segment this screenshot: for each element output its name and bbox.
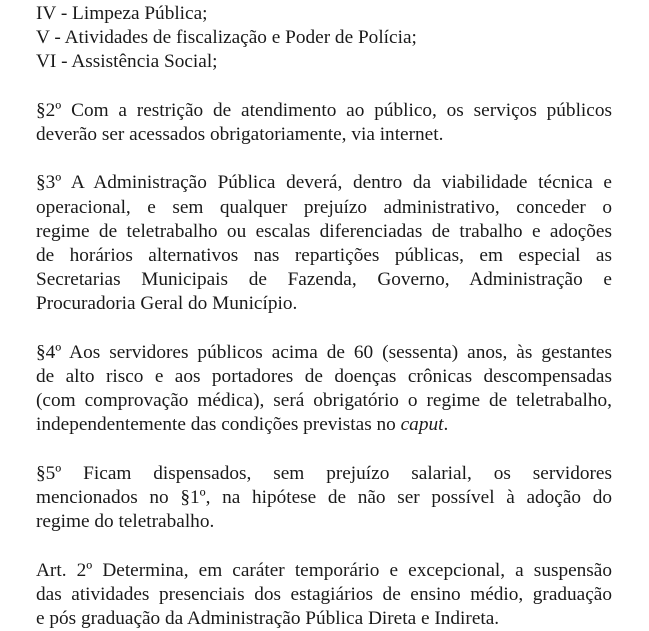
paragraph-line: §4º Aos servidores públicos acima de 60 (sessenta) anos, às gestantes xyxy=(36,341,612,363)
list-item: V - Atividades de fiscalização e Poder de Polícia; xyxy=(36,27,417,49)
paragraph-line: Art. 2º Determina, em caráter temporário e excepcional, a suspensão xyxy=(36,559,612,581)
paragraph-line: §5º Ficam dispensados, sem prejuízo salarial, os servidores xyxy=(36,462,612,484)
paragraph-line: (com comprovação médica), será obrigatório o regime de teletrabalho, xyxy=(36,390,612,412)
paragraph-4 xyxy=(36,341,612,438)
line-text: independentemente das condições previstas no xyxy=(36,414,401,436)
paragraph-line: §2º Com a restrição de atendimento ao público, os serviços públicos xyxy=(36,99,612,121)
paragraph-line: §3º A Administração Pública deverá, dentro da viabilidade técnica e xyxy=(36,172,612,194)
paragraph-line: mencionados no §1º, na hipótese de não ser possível à adoção do xyxy=(36,487,612,508)
paragraph-3 xyxy=(36,171,612,316)
paragraph-line: das atividades presenciais dos estagiários de ensino médio, graduação xyxy=(36,583,612,605)
paragraph-5 xyxy=(36,462,612,535)
paragraph-line: deverão ser acessados obrigatoriamente, via internet. xyxy=(36,124,444,145)
paragraph-line: Secretarias Municipais de Fazenda, Governo, Administração e xyxy=(36,269,612,291)
paragraph-line: regime de teletrabalho ou escalas diferenciadas de trabalho e adoções xyxy=(36,220,612,242)
document-page xyxy=(36,2,612,631)
paragraph-line: de horários alternativos nas repartições públicas, em especial as xyxy=(36,245,612,266)
list-item: IV - Limpeza Pública; xyxy=(36,3,208,24)
paragraph-line xyxy=(36,413,612,437)
paragraph-line: Procuradoria Geral do Município. xyxy=(36,293,298,315)
paragraph-2 xyxy=(36,99,612,147)
paragraph-line: e pós graduação da Administração Pública Direta e Indireta. xyxy=(36,608,500,629)
paragraph-line: de alto risco e aos portadores de doenças crônicas descompensadas xyxy=(36,366,612,387)
paragraph-line: regime do teletrabalho. xyxy=(36,511,215,533)
list-item: VI - Assistência Social; xyxy=(36,51,218,73)
paragraph-line: operacional, e sem qualquer prejuízo administrativo, conceder o xyxy=(36,196,612,218)
article-2 xyxy=(36,559,612,631)
italic-term: caput xyxy=(400,414,444,436)
line-text: . xyxy=(443,414,449,436)
list-block xyxy=(36,2,612,75)
